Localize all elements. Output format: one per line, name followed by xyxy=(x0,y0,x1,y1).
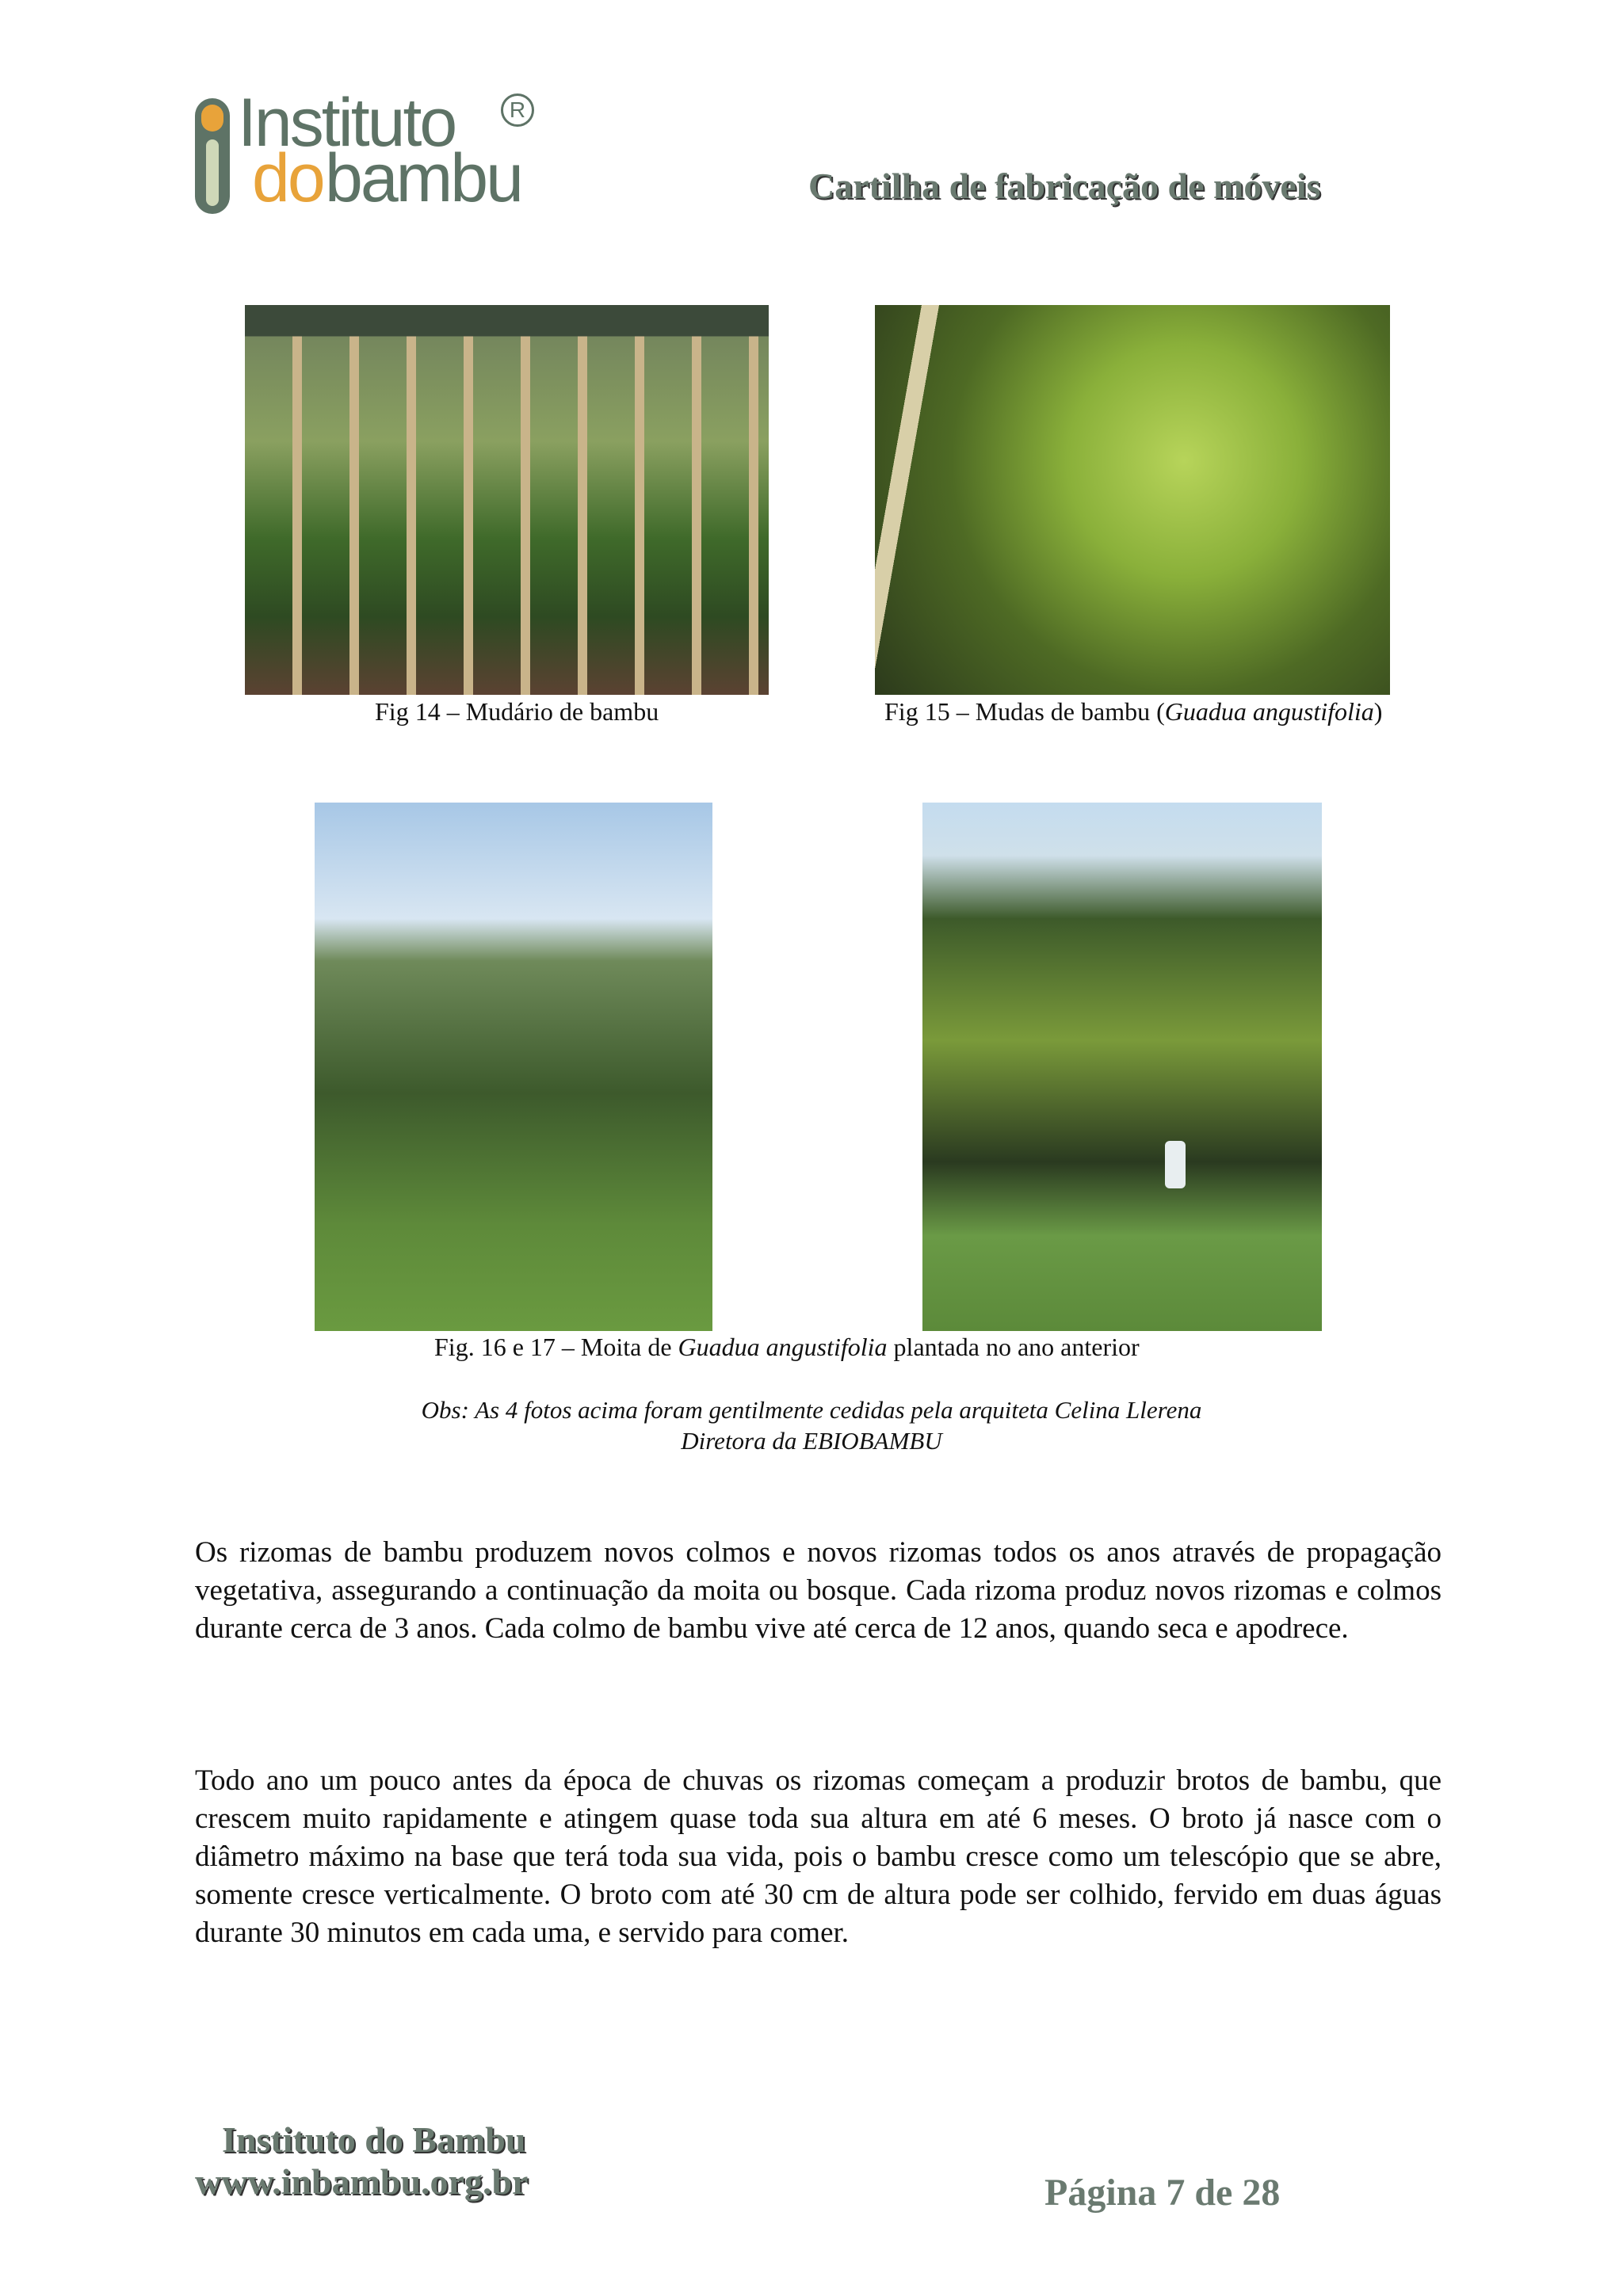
caption-fig16-17 xyxy=(434,1333,1140,1362)
caption-fig15 xyxy=(884,697,1382,727)
logo-do: do xyxy=(252,140,323,216)
logo-bambu: bambu xyxy=(325,140,521,216)
photo-fig17-grove xyxy=(922,803,1322,1331)
paragraph-2: Todo ano um pouco antes da época de chuvas os rizomas começam a produzir brotos de bambu, que crescem muito rapidamente e atingem quase toda sua altura em até 6 meses. O broto já nasce com o diâmetro máximo na base que terá toda sua vida, pois o bambu cresce como um telescópio que se abre, somente cresce verticalmente. O broto com até 30 cm de altura pode ser colhido, fervido em duas águas durante 30 minutos em cada uma, e servido para comer. xyxy=(195,1764,1442,1949)
species-name: Guadua angustifolia xyxy=(1164,697,1374,726)
registered-icon: R xyxy=(501,93,534,127)
photo-fig15-seedlings xyxy=(875,305,1390,695)
logo-dot-icon xyxy=(201,105,223,132)
species-name: Guadua angustifolia xyxy=(678,1333,888,1361)
footer-website[interactable]: www.inbambu.org.br xyxy=(195,2161,529,2202)
caption-text: Fig 15 – Mudas de bambu ( xyxy=(884,697,1165,726)
footer-org-name: Instituto do Bambu xyxy=(222,2119,526,2160)
caption-text: ) xyxy=(1373,697,1383,726)
page-number: Página 7 de 28 xyxy=(1044,2172,1281,2214)
logo-stem-icon xyxy=(206,139,219,206)
caption-text: plantada no ano anterior xyxy=(887,1333,1140,1361)
photo-fig14-nursery xyxy=(245,305,769,695)
document-title: Cartilha de fabricação de móveis xyxy=(808,166,1321,206)
caption-text: Fig. 16 e 17 – Moita de xyxy=(434,1333,678,1361)
obs-line2: Diretora da EBIOBAMBU xyxy=(681,1427,942,1455)
logo-instituto: Instituto xyxy=(238,85,456,161)
photo-fig16-grove xyxy=(315,803,712,1331)
caption-fig14: Fig 14 – Mudário de bambu xyxy=(375,697,659,726)
obs-line1: Obs: As 4 fotos acima foram gentilmente cedidas pela arquiteta Celina Llerena xyxy=(421,1396,1202,1424)
paragraph-1: Os rizomas de bambu produzem novos colmos e novos rizomas todos os anos através de propagação vegetativa, assegurando a continuação da moita ou bosque. Cada rizoma produz novos rizomas e colmos durante cerca de 3 anos. Cada colmo de bambu vive até cerca de 12 anos, quando seca e apodrece. xyxy=(195,1536,1442,1645)
person-figure xyxy=(1165,1141,1186,1188)
